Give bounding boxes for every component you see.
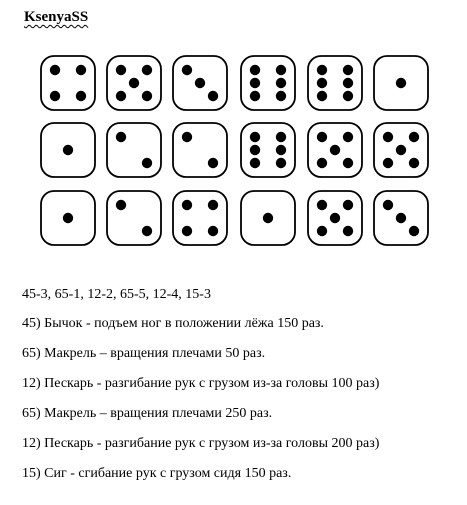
die-pip: [76, 65, 86, 75]
die-pip: [409, 226, 419, 236]
die-pip: [50, 91, 60, 101]
die-pip: [343, 132, 353, 142]
die-pip: [263, 213, 273, 223]
die-face-2-3: [173, 123, 227, 177]
die-face-1-5: [308, 56, 362, 110]
die-pip: [317, 158, 327, 168]
die-pip: [330, 213, 340, 223]
die-pip: [76, 91, 86, 101]
die-pip: [317, 65, 327, 75]
die-pip: [409, 158, 419, 168]
exercise-line-1: 45) Бычок - подъем ног в положении лёжа 150 раз.: [22, 316, 324, 331]
exercise-line-6: 15) Сиг - сгибание рук с грузом сидя 150 раз.: [22, 466, 292, 481]
die-face-3-6: [374, 191, 428, 245]
die-pip: [383, 132, 393, 142]
die-outline: [308, 56, 362, 110]
die-outline: [241, 56, 295, 110]
die-face-2-1: [41, 123, 95, 177]
die-face-1-2: [107, 56, 161, 110]
die-face-3-1: [41, 191, 95, 245]
die-pip: [276, 145, 286, 155]
die-pip: [250, 65, 260, 75]
die-pip: [396, 78, 406, 88]
exercise-line-4: 65) Макрель – вращения плечами 250 раз.: [22, 406, 273, 421]
die-pip: [182, 200, 192, 210]
die-face-3-5: [308, 191, 362, 245]
die-pip: [63, 145, 73, 155]
die-pip: [250, 158, 260, 168]
die-pip: [276, 91, 286, 101]
exercise-line-2: 65) Макрель – вращения плечами 50 раз.: [22, 346, 266, 361]
die-pip: [116, 200, 126, 210]
roll-summary: 45-3, 65-1, 12-2, 65-5, 12-4, 15-3: [22, 287, 211, 302]
die-pip: [142, 226, 152, 236]
exercise-line-5: 12) Пескарь - разгибание рук с грузом из-за головы 200 раз): [22, 436, 380, 451]
die-pip: [317, 200, 327, 210]
die-pip: [276, 158, 286, 168]
die-outline: [107, 191, 161, 245]
die-pip: [330, 145, 340, 155]
die-outline: [41, 56, 95, 110]
die-face-2-2: [107, 123, 161, 177]
die-face-2-4: [241, 123, 295, 177]
die-pip: [250, 132, 260, 142]
die-face-3-2: [107, 191, 161, 245]
die-pip: [250, 145, 260, 155]
die-pip: [63, 213, 73, 223]
die-pip: [208, 158, 218, 168]
author-signature: KsenyaSS: [24, 9, 89, 25]
die-pip: [396, 213, 406, 223]
die-pip: [383, 200, 393, 210]
die-pip: [343, 65, 353, 75]
die-pip: [208, 200, 218, 210]
die-pip: [116, 91, 126, 101]
die-pip: [343, 226, 353, 236]
die-pip: [129, 78, 139, 88]
die-pip: [317, 226, 327, 236]
die-pip: [409, 132, 419, 142]
die-pip: [383, 158, 393, 168]
die-pip: [182, 226, 192, 236]
die-pip: [182, 132, 192, 142]
die-face-1-6: [374, 56, 428, 110]
die-pip: [317, 78, 327, 88]
die-pip: [343, 78, 353, 88]
die-pip: [343, 200, 353, 210]
die-pip: [208, 91, 218, 101]
die-face-2-5: [308, 123, 362, 177]
die-pip: [208, 226, 218, 236]
die-face-2-6: [374, 123, 428, 177]
die-pip: [116, 65, 126, 75]
die-pip: [276, 132, 286, 142]
die-pip: [195, 78, 205, 88]
die-face-3-3: [173, 191, 227, 245]
die-pip: [50, 65, 60, 75]
exercise-list: [22, 285, 462, 494]
die-outline: [173, 191, 227, 245]
die-pip: [142, 65, 152, 75]
die-pip: [116, 132, 126, 142]
die-pip: [276, 65, 286, 75]
die-pip: [250, 78, 260, 88]
die-outline: [107, 123, 161, 177]
die-pip: [317, 91, 327, 101]
exercise-line-3: 12) Пескарь - разгибание рук с грузом из-за головы 100 раз): [22, 376, 380, 391]
die-face-1-4: [241, 56, 295, 110]
die-pip: [182, 65, 192, 75]
die-face-1-3: [173, 56, 227, 110]
die-outline: [241, 123, 295, 177]
die-pip: [142, 158, 152, 168]
die-face-3-4: [241, 191, 295, 245]
die-pip: [317, 132, 327, 142]
die-pip: [276, 78, 286, 88]
die-pip: [250, 91, 260, 101]
die-face-1-1: [41, 56, 95, 110]
die-pip: [343, 158, 353, 168]
die-pip: [142, 91, 152, 101]
die-pip: [343, 91, 353, 101]
die-outline: [173, 123, 227, 177]
die-pip: [396, 145, 406, 155]
